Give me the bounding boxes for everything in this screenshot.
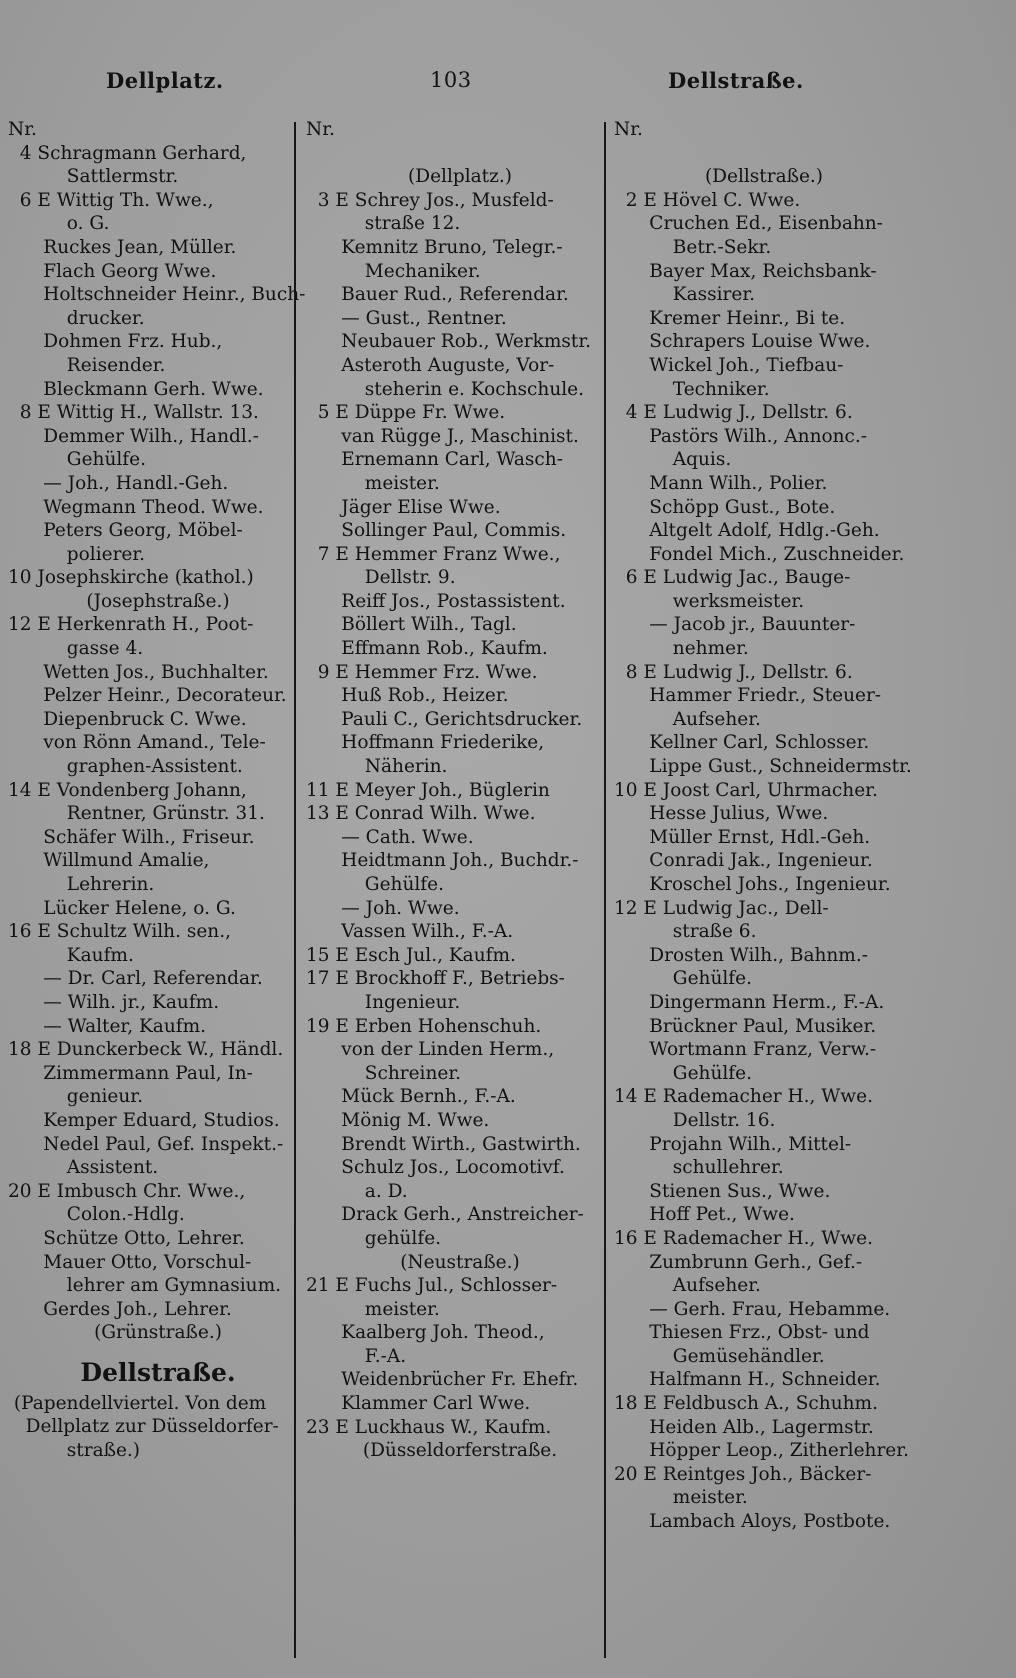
directory-entry-line: steherin e. Kochschule. (306, 378, 584, 400)
directory-entry-line: 14 E Rademacher H., Wwe. (614, 1086, 873, 1108)
directory-entry-line: 14 E Vondenberg Johann, (8, 779, 247, 801)
directory-entry-line: 23 E Luckhaus W., Kaufm. (306, 1416, 552, 1438)
directory-entry-line: Kroschel Johs., Ingenieur. (614, 874, 891, 895)
directory-entry-line: Bayer Max, Reichsbank- (614, 260, 877, 282)
column-1 (8, 118, 308, 1463)
directory-entry-line: Bauer Rud., Referendar. (306, 284, 569, 306)
directory-entry-line: werksmeister. (614, 590, 805, 612)
directory-entry-line: Pastörs Wilh., Annonc.- (614, 425, 868, 447)
directory-entry-line: — Jacob jr., Bauunter- (614, 614, 856, 636)
directory-entry-line: 17 E Brockhoff F., Betriebs- (306, 968, 565, 990)
directory-entry-line: Schreiner. (306, 1062, 462, 1084)
directory-entry-line: nehmer. (614, 638, 749, 660)
directory-entry-line: meister. (614, 1487, 748, 1509)
directory-entry-line: 13 E Conrad Wilh. Wwe. (306, 803, 536, 825)
directory-entry-line: Gehülfe. (8, 449, 146, 471)
directory-entry-line: von Rönn Amand., Tele- (8, 732, 266, 754)
directory-entry-line: Gemüsehändler. (614, 1345, 825, 1367)
directory-entry-line: Reisender. (8, 354, 166, 376)
directory-entry-line: Techniker. (614, 378, 770, 400)
street-heading: (Dellplatz.) (408, 166, 512, 188)
directory-entry-line: Vassen Wilh., F.-A. (306, 921, 514, 943)
directory-entry-line: Dellstr. 16. (614, 1109, 776, 1131)
directory-entry-line: Ingenieur. (306, 991, 461, 1013)
directory-entry-line: 10 Josephskirche (kathol.) (8, 567, 254, 589)
directory-entry-line: Flach Georg Wwe. (8, 260, 217, 282)
directory-entry-line: Mauer Otto, Vorschul- (8, 1251, 252, 1273)
directory-entry-line: 5 E Düppe Fr. Wwe. (306, 402, 506, 424)
directory-entry-line: 19 E Erben Hohenschuh. (306, 1015, 542, 1037)
column-2 (306, 118, 614, 1463)
directory-entry-line: meister. (306, 1298, 440, 1320)
column-1-lines (8, 142, 308, 1463)
directory-entry-line: — Joh., Handl.-Geh. (8, 472, 229, 494)
directory-entry-line: Wetten Jos., Buchhalter. (8, 661, 269, 683)
directory-entry-line: 18 E Feldbusch A., Schuhm. (614, 1393, 878, 1415)
directory-entry-line: Halfmann H., Schneider. (614, 1369, 881, 1391)
directory-entry-line: — Gust., Rentner. (306, 307, 507, 329)
directory-entry-line: Dingermann Herm., F.-A. (614, 991, 885, 1013)
directory-entry-line: Ruckes Jean, Müller. (8, 236, 237, 258)
directory-entry-line: straße.) (8, 1440, 141, 1462)
directory-entry-line: gehülfe. (306, 1227, 442, 1249)
directory-entry-line: Drack Gerh., Anstreicher- (306, 1204, 584, 1226)
directory-entry-line: 9 E Hemmer Frz. Wwe. (306, 661, 538, 683)
directory-entry-line: 2 E Hövel C. Wwe. (614, 189, 801, 211)
directory-entry-line: Zumbrunn Gerh., Gef.- (614, 1251, 863, 1273)
directory-entry-line: 15 E Esch Jul., Kaufm. (306, 944, 516, 966)
directory-entry-line: 18 E Dunckerbeck W., Händl. (8, 1039, 284, 1061)
directory-entry-line: 7 E Hemmer Franz Wwe., (306, 543, 561, 565)
directory-entry-line: 12 E Ludwig Jac., Dell- (614, 897, 829, 919)
directory-entry-line: Conradi Jak., Ingenieur. (614, 850, 873, 872)
column-1-heading: Nr. (8, 119, 37, 140)
directory-entry-line: Betr.-Sekr. (614, 236, 772, 258)
directory-entry-line: 6 E Wittig Th. Wwe., (8, 189, 214, 211)
directory-entry-line: Mück Bernh., F.-A. (306, 1086, 516, 1108)
directory-entry-line: Heidtmann Joh., Buchdr.- (306, 850, 579, 872)
directory-entry-line: Näherin. (306, 756, 448, 778)
directory-entry-line: Hesse Julius, Wwe. (614, 803, 829, 825)
directory-entry-line: Assistent. (8, 1157, 159, 1179)
directory-entry-line: a. D. (306, 1180, 408, 1202)
directory-entry-line: Hoffmann Friederike, (306, 732, 545, 754)
directory-entry-line (614, 142, 914, 166)
directory-entry-line: — Joh. Wwe. (306, 897, 460, 919)
directory-entry-line: — Dr. Carl, Referendar. (8, 968, 263, 990)
directory-entry-line: Müller Ernst, Hdl.-Geh. (614, 826, 871, 848)
directory-entry-line: drucker. (8, 307, 145, 329)
directory-entry-line: Dellstr. 9. (306, 567, 456, 589)
column-3 (614, 118, 914, 1534)
directory-entry-line: Huß Rob., Heizer. (306, 685, 509, 707)
directory-entry-line: Weidenbrücher Fr. Ehefr. (306, 1369, 579, 1391)
directory-entry-line: Demmer Wilh., Handl.- (8, 425, 259, 447)
directory-entry-line: Holtschneider Heinr., Buch- (8, 284, 306, 306)
directory-entry-line: 16 E Schultz Wilh. sen., (8, 921, 231, 943)
directory-entry-line: Schäfer Wilh., Friseur. (8, 826, 255, 848)
directory-entry-line: 6 E Ludwig Jac., Bauge- (614, 567, 851, 589)
directory-entry-line: 4 Schragmann Gerhard, (8, 142, 247, 164)
directory-entry-line: Reiff Jos., Postassistent. (306, 590, 566, 612)
directory-entry-line: lehrer am Gymnasium. (8, 1275, 282, 1297)
directory-entry-line: Brückner Paul, Musiker. (614, 1015, 877, 1037)
directory-entry-line: Lambach Aloys, Postbote. (614, 1511, 891, 1533)
directory-entry-line: Neubauer Rob., Werkmstr. (306, 331, 592, 353)
directory-entry-line: Lücker Helene, o. G. (8, 897, 236, 919)
header-right-title: Dellstraße. (668, 68, 804, 93)
directory-entry-line: — Walter, Kaufm. (8, 1015, 207, 1037)
directory-entry-line: 20 E Reintges Joh., Bäcker- (614, 1463, 872, 1485)
directory-entry-line: 3 E Schrey Jos., Musfeld- (306, 189, 554, 211)
directory-entry-line: Böllert Wilh., Tagl. (306, 614, 517, 636)
column-2-lines (306, 142, 614, 1463)
directory-entry-line: Schrapers Louise Wwe. (614, 331, 871, 353)
directory-entry-line: Ernemann Carl, Wasch- (306, 449, 563, 471)
directory-entry-line: Effmann Rob., Kaufm. (306, 638, 548, 660)
section-title: Dellstraße. (80, 1357, 236, 1387)
directory-entry-line: Wickel Joh., Tiefbau- (614, 354, 844, 376)
directory-entry-line: Pauli C., Gerichtsdrucker. (306, 708, 583, 730)
directory-entry-line: Peters Georg, Möbel- (8, 520, 243, 542)
directory-entry-line: Sollinger Paul, Commis. (306, 520, 567, 542)
directory-entry-line: F.-A. (306, 1345, 407, 1367)
directory-entry-line: Brendt Wirth., Gastwirth. (306, 1133, 581, 1155)
directory-entry-line: schullehrer. (614, 1157, 784, 1179)
street-heading: (Josephstraße.) (86, 590, 230, 612)
directory-entry-line: 4 E Ludwig J., Dellstr. 6. (614, 402, 853, 424)
directory-entry-line: Aufseher. (614, 1275, 761, 1297)
directory-entry-line: Kaalberg Joh. Theod., (306, 1322, 545, 1344)
directory-entry-line: van Rügge J., Maschinist. (306, 425, 579, 447)
column-3-heading: Nr. (614, 119, 643, 140)
directory-entry-line: genieur. (8, 1086, 143, 1108)
directory-entry-line: gasse 4. (8, 638, 144, 660)
directory-entry-line: Kassirer. (614, 284, 756, 306)
directory-entry-line: Hammer Friedr., Steuer- (614, 685, 882, 707)
directory-entry-line: Drosten Wilh., Bahnm.- (614, 944, 868, 966)
directory-entry-line: 10 E Joost Carl, Uhrmacher. (614, 779, 878, 801)
directory-entry-line: polierer. (8, 543, 146, 565)
directory-entry-line: Fondel Mich., Zuschneider. (614, 543, 905, 565)
directory-entry-line: Mechaniker. (306, 260, 481, 282)
header-left-title: Dellplatz. (106, 68, 224, 93)
directory-entry-line: (Papendellviertel. Von dem (8, 1392, 267, 1414)
directory-entry-line: Bleckmann Gerh. Wwe. (8, 378, 264, 400)
directory-entry-line: Kemnitz Bruno, Telegr.- (306, 236, 563, 258)
directory-entry-line: straße 6. (614, 921, 757, 943)
directory-entry-line: Lippe Gust., Schneidermstr. (614, 756, 912, 778)
directory-entry-line: 12 E Herkenrath H., Poot- (8, 614, 254, 636)
directory-entry-line: Heiden Alb., Lagermstr. (614, 1416, 874, 1438)
directory-entry-line: Sattlermstr. (8, 166, 179, 188)
directory-entry-line: Höpper Leop., Zitherlehrer. (614, 1440, 909, 1462)
directory-entry-line: Schöpp Gust., Bote. (614, 496, 836, 518)
directory-entry-line: Hoff Pet., Wwe. (614, 1204, 795, 1226)
directory-entry-line: Schulz Jos., Locomotivf. (306, 1157, 565, 1179)
street-heading: (Dellstraße.) (704, 166, 824, 188)
directory-entry-line: — Cath. Wwe. (306, 826, 474, 848)
page-number: 103 (430, 68, 472, 92)
directory-entry-line: Thiesen Frz., Obst- und (614, 1322, 870, 1344)
directory-entry-line: Diepenbruck C. Wwe. (8, 708, 247, 730)
directory-entry-line: 8 E Ludwig J., Dellstr. 6. (614, 661, 853, 683)
directory-entry-line: straße 12. (306, 213, 461, 235)
directory-entry-line: 21 E Fuchs Jul., Schlosser- (306, 1275, 558, 1297)
directory-entry-line: Projahn Wilh., Mittel- (614, 1133, 852, 1155)
directory-entry-line: 11 E Meyer Joh., Büglerin (306, 779, 550, 801)
directory-entry-line: — Gerh. Frau, Hebamme. (614, 1298, 891, 1320)
directory-entry-line: Mönig M. Wwe. (306, 1109, 490, 1131)
directory-entry-line: Mann Wilh., Polier. (614, 472, 828, 494)
directory-entry-line: Kaufm. (8, 944, 134, 966)
directory-entry-line: Zimmermann Paul, In- (8, 1062, 253, 1084)
directory-entry-line: Kellner Carl, Schlosser. (614, 732, 870, 754)
directory-entry-line: Altgelt Adolf, Hdlg.-Geh. (614, 520, 880, 542)
directory-entry-line: Wegmann Theod. Wwe. (8, 496, 264, 518)
directory-entry-line: Cruchen Ed., Eisenbahn- (614, 213, 883, 235)
directory-entry-line: 16 E Rademacher H., Wwe. (614, 1227, 873, 1249)
directory-entry-line: Gehülfe. (614, 1062, 752, 1084)
directory-entry-line: Aufseher. (614, 708, 761, 730)
directory-entry-line: Asteroth Auguste, Vor- (306, 354, 555, 376)
directory-entry-line: Jäger Elise Wwe. (306, 496, 501, 518)
directory-entry-line: Gerdes Joh., Lehrer. (8, 1298, 232, 1320)
directory-entry-line: 20 E Imbusch Chr. Wwe., (8, 1180, 246, 1202)
directory-entry-line: 8 E Wittig H., Wallstr. 13. (8, 402, 259, 424)
directory-entry-line: Gehülfe. (306, 874, 444, 895)
directory-entry-line: Schütze Otto, Lehrer. (8, 1227, 245, 1249)
directory-entry-line: Nedel Paul, Gef. Inspekt.- (8, 1133, 284, 1155)
directory-entry-line: Lehrerin. (8, 874, 155, 895)
directory-entry-line: meister. (306, 472, 440, 494)
street-heading: (Düsseldorferstraße. (362, 1440, 558, 1462)
directory-entry-line: Kemper Eduard, Studios. (8, 1109, 280, 1131)
directory-entry-line: graphen-Assistent. (8, 756, 243, 778)
directory-entry-line: Klammer Carl Wwe. (306, 1393, 531, 1415)
directory-entry-line (306, 142, 614, 166)
directory-entry-line: Willmund Amalie, (8, 850, 210, 872)
directory-entry-line: — Wilh. jr., Kaufm. (8, 991, 220, 1013)
directory-entry-line: Kremer Heinr., Bi te. (614, 307, 846, 329)
column-3-lines (614, 142, 914, 1534)
directory-entry-line: Dohmen Frz. Hub., (8, 331, 223, 353)
directory-entry-line: Dellplatz zur Düsseldorfer- (8, 1416, 279, 1438)
directory-entry-line: von der Linden Herm., (306, 1039, 555, 1061)
directory-entry-line: Gehülfe. (614, 968, 752, 990)
directory-entry-line: Wortmann Franz, Verw.- (614, 1039, 877, 1061)
directory-entry-line: Rentner, Grünstr. 31. (8, 803, 265, 825)
column-2-heading: Nr. (306, 119, 335, 140)
street-heading: (Neustraße.) (400, 1251, 520, 1273)
directory-entry-line: Colon.-Hdlg. (8, 1204, 185, 1226)
directory-entry-line: Aquis. (614, 449, 732, 471)
street-heading: (Grünstraße.) (94, 1322, 222, 1344)
directory-entry-line: Pelzer Heinr., Decorateur. (8, 685, 287, 707)
directory-entry-line: o. G. (8, 213, 110, 235)
directory-entry-line: Stienen Sus., Wwe. (614, 1180, 831, 1202)
